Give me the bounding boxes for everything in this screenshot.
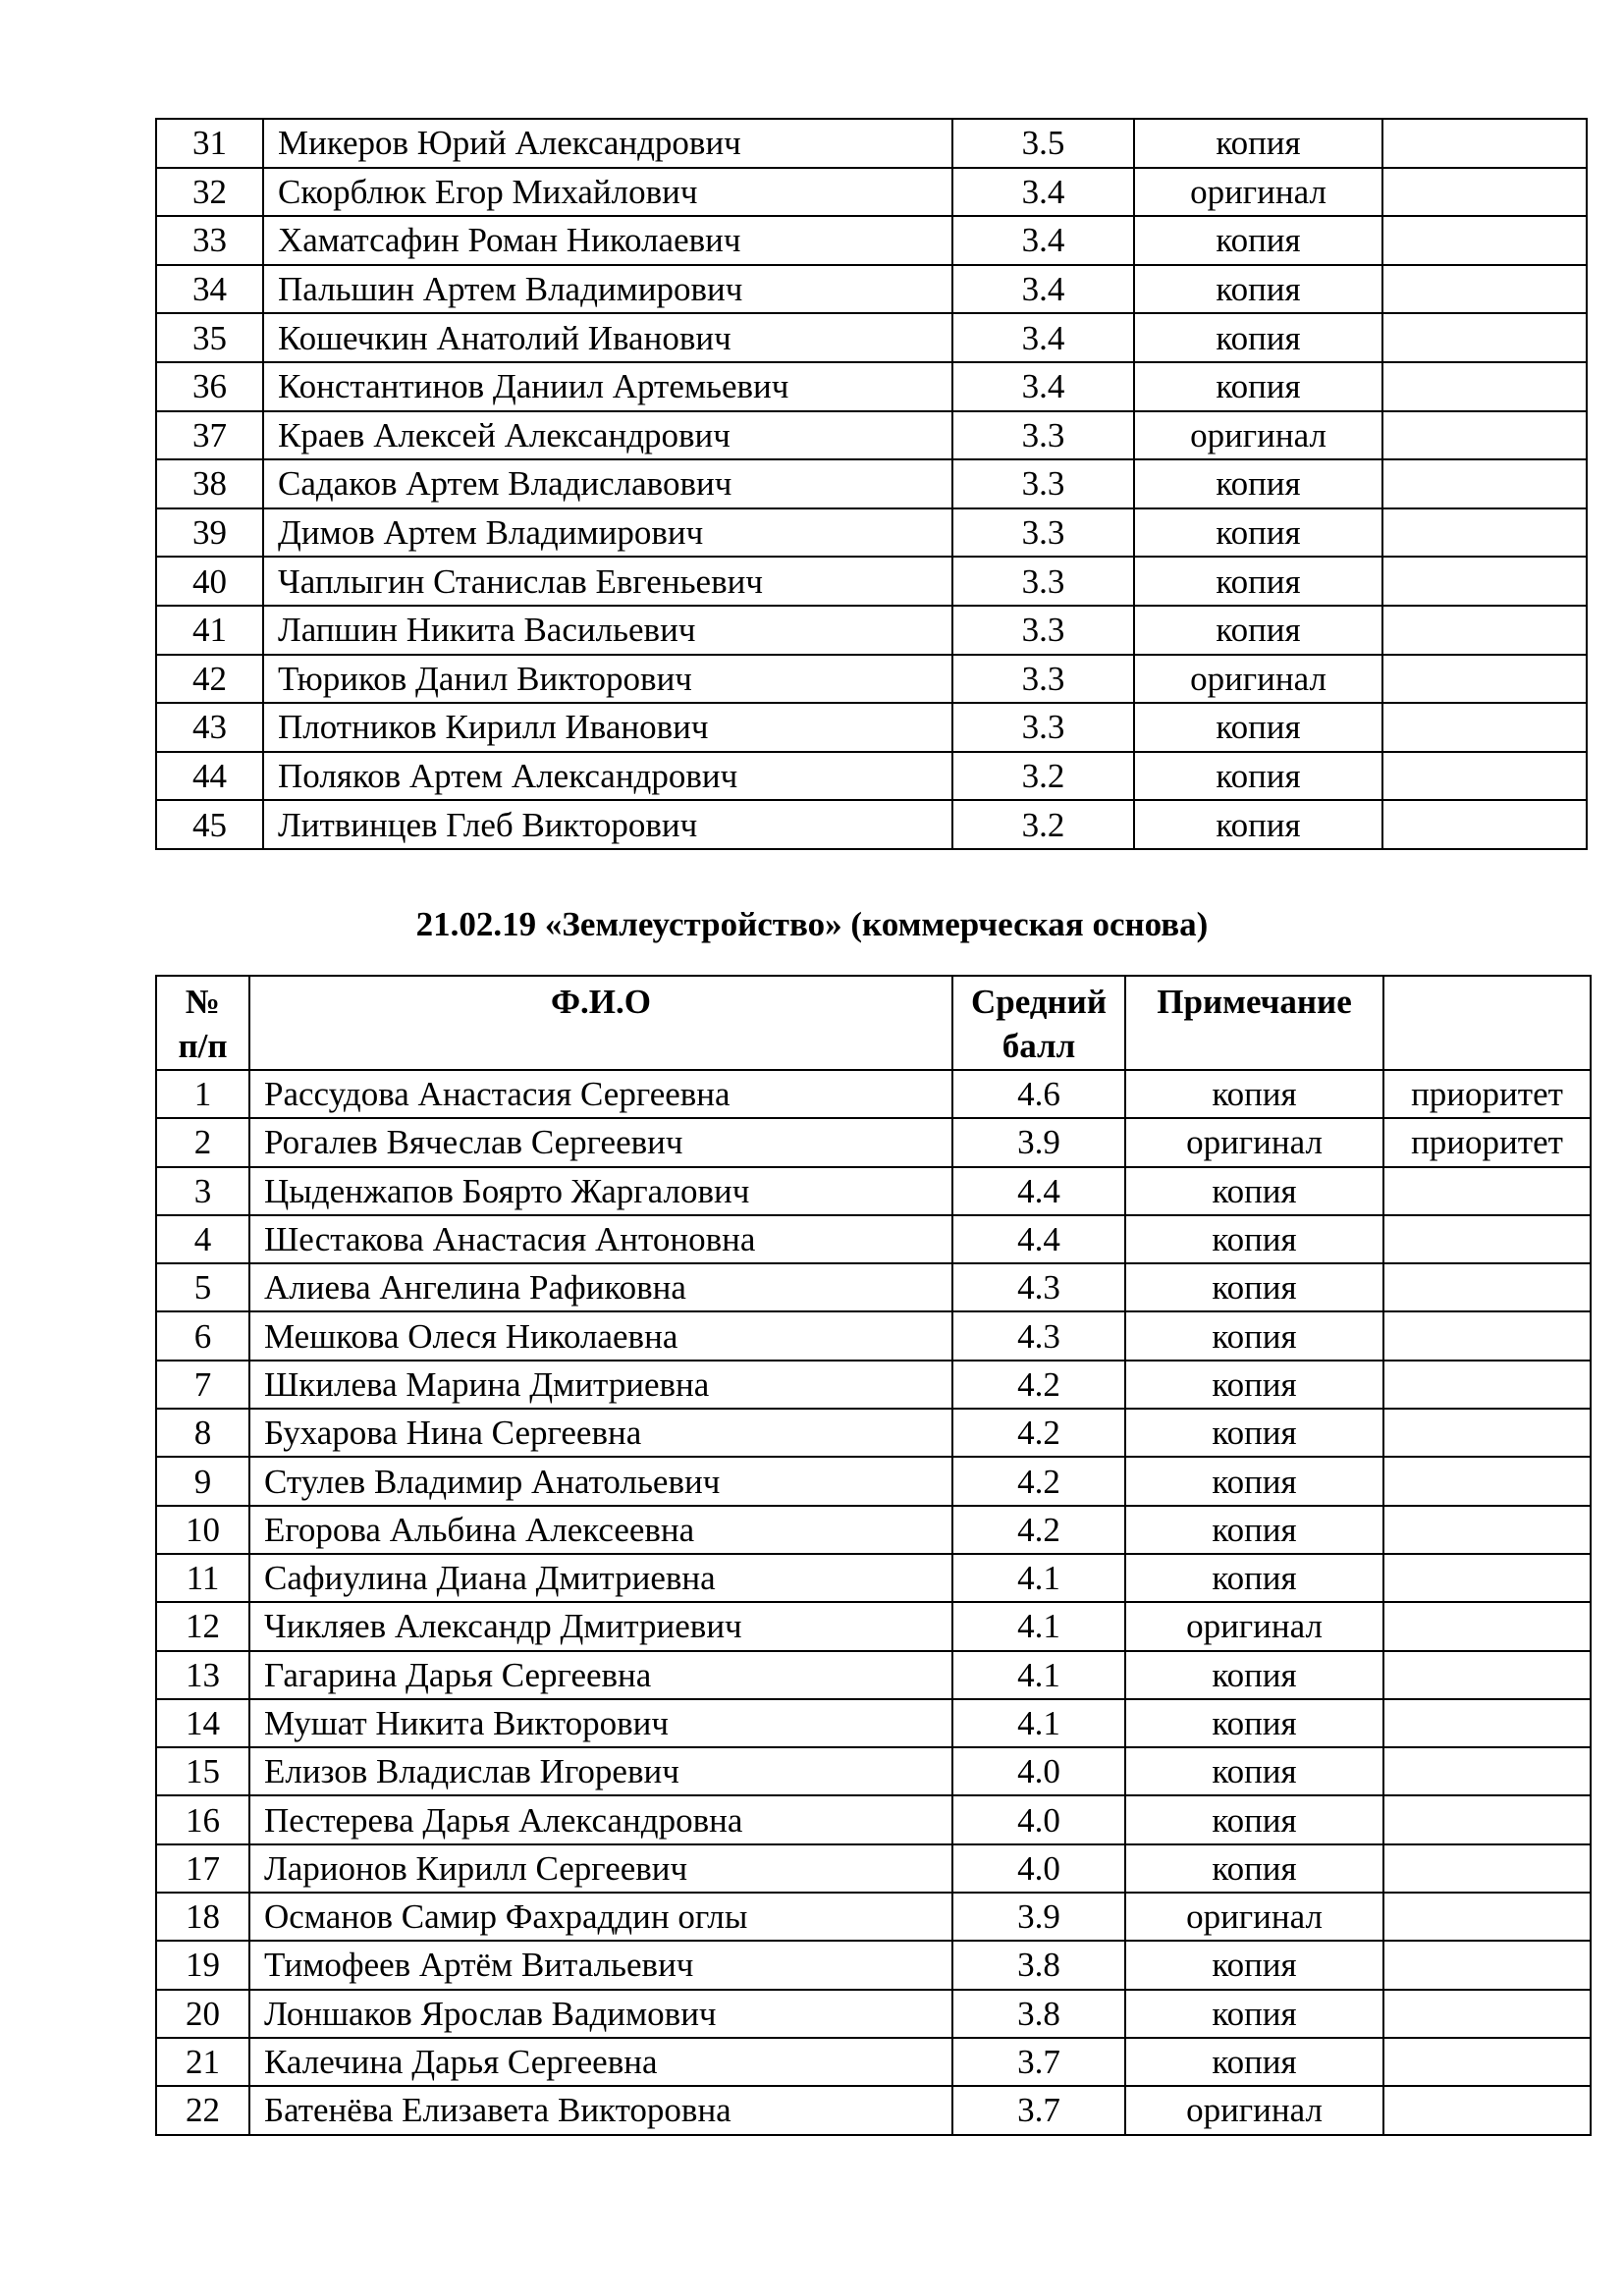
document-note: копия	[1134, 216, 1382, 265]
row-number: 20	[156, 1990, 249, 2038]
document-note: копия	[1125, 1844, 1383, 1893]
document-note: копия	[1125, 1409, 1383, 1457]
document-note: копия	[1134, 459, 1382, 508]
priority-note	[1383, 1311, 1591, 1360]
table-row	[156, 459, 1587, 508]
priority-note	[1383, 1554, 1591, 1602]
row-number: 38	[156, 459, 263, 508]
student-name: Лоншаков Ярослав Вадимович	[249, 1990, 952, 2038]
document-note: копия	[1134, 119, 1382, 168]
student-name: Мешкова Олеся Николаевна	[249, 1311, 952, 1360]
student-name: Ларионов Кирилл Сергеевич	[249, 1844, 952, 1893]
table-row	[156, 1844, 1591, 1893]
priority-note	[1382, 411, 1587, 460]
table-row	[156, 1506, 1591, 1554]
document-note: копия	[1125, 1215, 1383, 1263]
average-score: 4.4	[952, 1167, 1125, 1215]
average-score: 4.0	[952, 1844, 1125, 1893]
row-number: 13	[156, 1651, 249, 1699]
row-number: 17	[156, 1844, 249, 1893]
row-number: 10	[156, 1506, 249, 1554]
priority-note	[1383, 1409, 1591, 1457]
document-note: оригинал	[1125, 1893, 1383, 1941]
average-score: 3.9	[952, 1893, 1125, 1941]
table-row	[156, 557, 1587, 606]
average-score: 4.2	[952, 1457, 1125, 1505]
table-row	[156, 1167, 1591, 1215]
average-score: 4.3	[952, 1263, 1125, 1311]
document-note: оригинал	[1134, 168, 1382, 217]
priority-note	[1383, 1215, 1591, 1263]
average-score: 4.2	[952, 1361, 1125, 1409]
priority-note	[1383, 1602, 1591, 1650]
average-score: 3.4	[952, 265, 1134, 314]
priority-note	[1383, 1167, 1591, 1215]
row-number: 34	[156, 265, 263, 314]
priority-note	[1382, 800, 1587, 849]
table-row	[156, 703, 1587, 752]
row-number: 11	[156, 1554, 249, 1602]
document-note: копия	[1125, 2038, 1383, 2086]
document-note: копия	[1125, 1311, 1383, 1360]
document-note: оригинал	[1134, 411, 1382, 460]
priority-note	[1383, 1990, 1591, 2038]
document-note: копия	[1125, 1941, 1383, 1989]
table-row	[156, 800, 1587, 849]
header-extra	[1383, 976, 1591, 1070]
document-note: копия	[1125, 1506, 1383, 1554]
student-name: Димов Артем Владимирович	[263, 508, 952, 558]
average-score: 3.4	[952, 168, 1134, 217]
table-row	[156, 216, 1587, 265]
student-name: Скорблюк Егор Михайлович	[263, 168, 952, 217]
table1-body	[156, 119, 1587, 849]
row-number: 16	[156, 1795, 249, 1843]
table-row	[156, 2086, 1591, 2134]
table-row	[156, 313, 1587, 362]
document-note: копия	[1134, 606, 1382, 655]
table-row	[156, 752, 1587, 801]
average-score: 3.8	[952, 1941, 1125, 1989]
document-note: копия	[1125, 1795, 1383, 1843]
document-note: копия	[1134, 557, 1382, 606]
average-score: 3.2	[952, 800, 1134, 849]
header-score-line2: балл	[1001, 1027, 1076, 1065]
header-row	[156, 976, 1591, 1070]
table-row	[156, 1457, 1591, 1505]
priority-note	[1383, 1795, 1591, 1843]
student-name: Алиева Ангелина Рафиковна	[249, 1263, 952, 1311]
priority-note	[1382, 606, 1587, 655]
row-number: 37	[156, 411, 263, 460]
table-row	[156, 1263, 1591, 1311]
document-note: оригинал	[1125, 1602, 1383, 1650]
priority-note	[1382, 459, 1587, 508]
student-name: Цыденжапов Боярто Жаргалович	[249, 1167, 952, 1215]
priority-note	[1382, 362, 1587, 411]
student-name: Рассудова Анастасия Сергеевна	[249, 1070, 952, 1118]
row-number: 1	[156, 1070, 249, 1118]
row-number: 3	[156, 1167, 249, 1215]
average-score: 4.2	[952, 1506, 1125, 1554]
student-name: Османов Самир Фахраддин оглы	[249, 1893, 952, 1941]
table-row	[156, 1554, 1591, 1602]
average-score: 3.9	[952, 1118, 1125, 1166]
average-score: 4.0	[952, 1747, 1125, 1795]
average-score: 4.1	[952, 1699, 1125, 1747]
document-note: копия	[1125, 1167, 1383, 1215]
row-number: 44	[156, 752, 263, 801]
row-number: 45	[156, 800, 263, 849]
student-name: Шкилева Марина Дмитриевна	[249, 1361, 952, 1409]
table-row	[156, 1651, 1591, 1699]
priority-note	[1382, 557, 1587, 606]
priority-note	[1383, 2086, 1591, 2134]
row-number: 41	[156, 606, 263, 655]
priority-note	[1383, 1699, 1591, 1747]
students-table-commercial	[155, 975, 1592, 2136]
row-number: 40	[156, 557, 263, 606]
average-score: 3.4	[952, 216, 1134, 265]
row-number: 39	[156, 508, 263, 558]
average-score: 4.4	[952, 1215, 1125, 1263]
row-number: 5	[156, 1263, 249, 1311]
document-note: копия	[1134, 703, 1382, 752]
table-row	[156, 265, 1587, 314]
priority-note	[1383, 1747, 1591, 1795]
average-score: 3.3	[952, 606, 1134, 655]
document-note: копия	[1134, 752, 1382, 801]
table2-body	[156, 1070, 1591, 2135]
document-note: оригинал	[1125, 1118, 1383, 1166]
row-number: 9	[156, 1457, 249, 1505]
row-number: 36	[156, 362, 263, 411]
student-name: Гагарина Дарья Сергеевна	[249, 1651, 952, 1699]
student-name: Пестерева Дарья Александровна	[249, 1795, 952, 1843]
row-number: 8	[156, 1409, 249, 1457]
row-number: 35	[156, 313, 263, 362]
priority-note	[1382, 313, 1587, 362]
document-note: копия	[1134, 313, 1382, 362]
document-note: копия	[1134, 362, 1382, 411]
student-name: Садаков Артем Владиславович	[263, 459, 952, 508]
table-row	[156, 1118, 1591, 1166]
average-score: 3.8	[952, 1990, 1125, 2038]
document-note: оригинал	[1125, 2086, 1383, 2134]
student-name: Сафиулина Диана Дмитриевна	[249, 1554, 952, 1602]
student-name: Поляков Артем Александрович	[263, 752, 952, 801]
average-score: 4.3	[952, 1311, 1125, 1360]
header-num-line2: п/п	[178, 1027, 228, 1065]
row-number: 7	[156, 1361, 249, 1409]
row-number: 15	[156, 1747, 249, 1795]
header-score	[952, 976, 1125, 1070]
table-row	[156, 1941, 1591, 1989]
table-row	[156, 1311, 1591, 1360]
priority-note: приоритет	[1383, 1070, 1591, 1118]
document-note: копия	[1125, 1070, 1383, 1118]
average-score: 3.3	[952, 557, 1134, 606]
priority-note	[1383, 2038, 1591, 2086]
row-number: 18	[156, 1893, 249, 1941]
average-score: 3.7	[952, 2086, 1125, 2134]
row-number: 19	[156, 1941, 249, 1989]
student-name: Кошечкин Анатолий Иванович	[263, 313, 952, 362]
priority-note	[1382, 168, 1587, 217]
document-note: копия	[1134, 800, 1382, 849]
student-name: Елизов Владислав Игоревич	[249, 1747, 952, 1795]
document-note: копия	[1125, 1361, 1383, 1409]
average-score: 3.3	[952, 655, 1134, 704]
priority-note	[1383, 1651, 1591, 1699]
student-name: Стулев Владимир Анатольевич	[249, 1457, 952, 1505]
table-row	[156, 1747, 1591, 1795]
document-note: копия	[1125, 1990, 1383, 2038]
priority-note	[1383, 1941, 1591, 1989]
table-row	[156, 362, 1587, 411]
average-score: 3.7	[952, 2038, 1125, 2086]
average-score: 3.3	[952, 508, 1134, 558]
row-number: 21	[156, 2038, 249, 2086]
table-row	[156, 1602, 1591, 1650]
row-number: 12	[156, 1602, 249, 1650]
document-note: копия	[1125, 1651, 1383, 1699]
row-number: 22	[156, 2086, 249, 2134]
table-row	[156, 168, 1587, 217]
document-note: оригинал	[1134, 655, 1382, 704]
average-score: 4.2	[952, 1409, 1125, 1457]
table-row	[156, 655, 1587, 704]
student-name: Бухарова Нина Сергеевна	[249, 1409, 952, 1457]
table-row	[156, 1699, 1591, 1747]
document-note: копия	[1134, 508, 1382, 558]
table-row	[156, 411, 1587, 460]
table-row	[156, 606, 1587, 655]
row-number: 31	[156, 119, 263, 168]
student-name: Лапшин Никита Васильевич	[263, 606, 952, 655]
student-name: Микеров Юрий Александрович	[263, 119, 952, 168]
priority-note	[1382, 655, 1587, 704]
row-number: 42	[156, 655, 263, 704]
table-row	[156, 1409, 1591, 1457]
average-score: 3.4	[952, 313, 1134, 362]
student-name: Калечина Дарья Сергеевна	[249, 2038, 952, 2086]
document-note: копия	[1134, 265, 1382, 314]
priority-note	[1383, 1263, 1591, 1311]
document-note: копия	[1125, 1554, 1383, 1602]
table-row	[156, 1990, 1591, 2038]
priority-note	[1382, 752, 1587, 801]
average-score: 4.1	[952, 1602, 1125, 1650]
header-score-line1: Средний	[970, 983, 1108, 1021]
table-row	[156, 119, 1587, 168]
header-note: Примечание	[1125, 976, 1383, 1070]
student-name: Чаплыгин Станислав Евгеньевич	[263, 557, 952, 606]
row-number: 14	[156, 1699, 249, 1747]
student-name: Хаматсафин Роман Николаевич	[263, 216, 952, 265]
priority-note	[1382, 216, 1587, 265]
header-num-line1: №	[185, 983, 221, 1021]
average-score: 4.0	[952, 1795, 1125, 1843]
average-score: 3.5	[952, 119, 1134, 168]
student-name: Егорова Альбина Алексеевна	[249, 1506, 952, 1554]
priority-note	[1383, 1457, 1591, 1505]
table-row	[156, 1893, 1591, 1941]
priority-note	[1383, 1361, 1591, 1409]
average-score: 4.1	[952, 1554, 1125, 1602]
header-name: Ф.И.О	[249, 976, 952, 1070]
header-num	[156, 976, 249, 1070]
priority-note: приоритет	[1383, 1118, 1591, 1166]
priority-note	[1382, 265, 1587, 314]
average-score: 3.2	[952, 752, 1134, 801]
average-score: 3.3	[952, 459, 1134, 508]
student-name: Тимофеев Артём Витальевич	[249, 1941, 952, 1989]
row-number: 43	[156, 703, 263, 752]
student-name: Рогалев Вячеслав Сергеевич	[249, 1118, 952, 1166]
section-title: 21.02.19 «Землеустройство» (коммерческая основа)	[415, 905, 1209, 943]
student-name: Шестакова Анастасия Антоновна	[249, 1215, 952, 1263]
table-row	[156, 1361, 1591, 1409]
table-row	[156, 1795, 1591, 1843]
table-row	[156, 1070, 1591, 1118]
document-note: копия	[1125, 1699, 1383, 1747]
priority-note	[1383, 1844, 1591, 1893]
priority-note	[1382, 119, 1587, 168]
priority-note	[1382, 703, 1587, 752]
table-row	[156, 1215, 1591, 1263]
table2-header	[156, 976, 1591, 1070]
document-note: копия	[1125, 1457, 1383, 1505]
student-name: Чикляев Александр Дмитриевич	[249, 1602, 952, 1650]
average-score: 3.4	[952, 362, 1134, 411]
table-row	[156, 508, 1587, 558]
row-number: 4	[156, 1215, 249, 1263]
average-score: 3.3	[952, 703, 1134, 752]
average-score: 4.1	[952, 1651, 1125, 1699]
student-name: Литвинцев Глеб Викторович	[263, 800, 952, 849]
row-number: 33	[156, 216, 263, 265]
students-table-continued	[155, 118, 1588, 850]
student-name: Тюриков Данил Викторович	[263, 655, 952, 704]
row-number: 2	[156, 1118, 249, 1166]
average-score: 3.3	[952, 411, 1134, 460]
student-name: Пальшин Артем Владимирович	[263, 265, 952, 314]
row-number: 6	[156, 1311, 249, 1360]
student-name: Батенёва Елизавета Викторовна	[249, 2086, 952, 2134]
table-row	[156, 2038, 1591, 2086]
row-number: 32	[156, 168, 263, 217]
priority-note	[1383, 1893, 1591, 1941]
priority-note	[1383, 1506, 1591, 1554]
priority-note	[1382, 508, 1587, 558]
student-name: Мушат Никита Викторович	[249, 1699, 952, 1747]
document-note: копия	[1125, 1263, 1383, 1311]
student-name: Краев Алексей Александрович	[263, 411, 952, 460]
average-score: 4.6	[952, 1070, 1125, 1118]
document-note: копия	[1125, 1747, 1383, 1795]
student-name: Константинов Даниил Артемьевич	[263, 362, 952, 411]
student-name: Плотников Кирилл Иванович	[263, 703, 952, 752]
